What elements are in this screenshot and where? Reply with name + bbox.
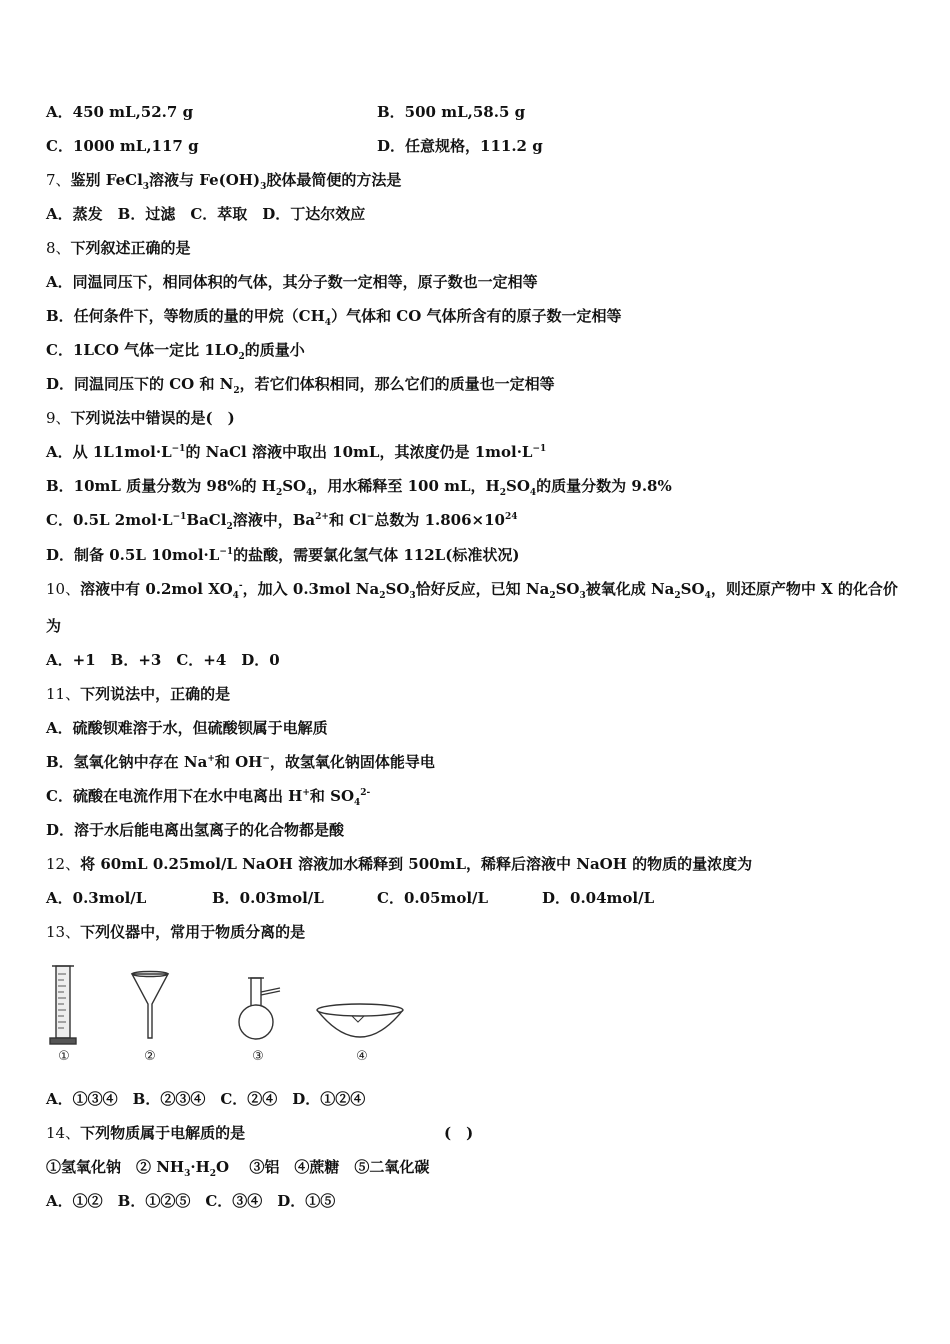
q13-options: A．①③④ B．②③④ C．②④ D．①②④ bbox=[46, 1090, 366, 1108]
q6-option-b: B．500 mL,58.5 g bbox=[377, 103, 526, 121]
label-1: ① bbox=[58, 1049, 70, 1064]
q8-option-d: D．同温同压下的 CO 和 $N_2$，若它们体积相同，那么它们的质量也一定相等 bbox=[46, 375, 555, 396]
q14-stem: 14、下列物质属于电解质的是 bbox=[46, 1124, 246, 1142]
q9-stem: 9、下列说法中错误的是( ) bbox=[46, 409, 235, 427]
q9-option-c: C．0.5L $2mol\cdot L^{-1}BaCl_2$溶液中，$Ba^{2+}$和 Cl−总数为 $1.806\times 10^{24}$ bbox=[46, 511, 518, 532]
q8-option-b: B．任何条件下，等物质的量的甲烷$(CH_4)$气体和 CO 气体所含有的原子数一定相等 bbox=[46, 307, 622, 328]
q11-option-d: D．溶于水后能电离出氢离子的化合物都是酸 bbox=[46, 821, 345, 839]
funnel-icon bbox=[132, 972, 168, 1039]
q8-option-a: A．同温同压下，相同体积的气体，其分子数一定相等，原子数也一定相等 bbox=[46, 273, 538, 291]
q12-option-b: B．0.03mol/L bbox=[212, 889, 324, 907]
lab-apparatus-figure bbox=[40, 960, 420, 1070]
q14-answer-paren: ( ) bbox=[444, 1124, 474, 1142]
q12-option-c: C．0.05mol/L bbox=[377, 889, 489, 907]
q6-option-a: A．450 mL,52.7 g bbox=[46, 103, 194, 121]
q8-stem: 8、下列叙述正确的是 bbox=[46, 239, 191, 257]
q8-option-c: C．1LCO 气体一定比 $1LO_2$的质量小 bbox=[46, 341, 305, 362]
label-4: ④ bbox=[356, 1049, 368, 1064]
q10-options: A．+1 B．+3 C．+4 D．0 bbox=[46, 651, 280, 669]
q9-option-a: A．从 $1L1mol\cdot L^{-1}$的 NaCl 溶液中取出 10mL，其浓度仍是 $1mol\cdot L^{-1}$ bbox=[46, 443, 547, 461]
q14-items: ①氢氧化钠 ② $NH_3\cdot H_2O$ ③铝 ④蔗糖 ⑤二氧化碳 bbox=[46, 1158, 430, 1179]
q9-option-d: D．制备 0.5L $10mol\cdot L^{-1}$的盐酸，需要氯化氢气体 112L(标准状况) bbox=[46, 546, 520, 564]
q11-option-b: B．氢氧化钠中存在 Na+和 OH−，故氢氧化钠固体能导电 bbox=[46, 753, 435, 771]
q12-option-a: A．0.3mol/L bbox=[46, 889, 147, 907]
label-3: ③ bbox=[252, 1049, 264, 1064]
q9-option-b: B．10mL 质量分数为 98%的 $H_2SO_4$，用水稀释至 100 mL，$H_2SO_4$的质量分数为 9.8% bbox=[46, 477, 672, 498]
q12-option-d: D．0.04mol/L bbox=[542, 889, 655, 907]
q10-stem: 10、溶液中有 0.2mol $XO_4^-$，加入 0.3mol $Na_2SO_3$恰好反应，已知 $Na_2SO_3$被氧化成 $Na_2SO_4$，则还原产物中 X 的化合价 bbox=[46, 580, 898, 601]
q6-option-c: C．1000 mL,117 g bbox=[46, 137, 199, 155]
evaporating-dish-icon bbox=[317, 1004, 403, 1037]
graduated-cylinder-icon bbox=[50, 966, 76, 1044]
label-2: ② bbox=[144, 1049, 156, 1064]
q14-options: A．①② B．①②⑤ C．③④ D．①⑤ bbox=[46, 1192, 336, 1210]
q6-option-d: D．任意规格，111.2 g bbox=[377, 137, 543, 155]
distillation-flask-icon bbox=[239, 978, 280, 1039]
q13-stem: 13、下列仪器中，常用于物质分离的是 bbox=[46, 923, 306, 941]
q11-option-c: C．硫酸在电流作用下在水中电离出 H+和 $SO_4^{2-}$ bbox=[46, 787, 371, 808]
q10-stem-wrap: 为 bbox=[46, 617, 62, 635]
q7-options: A．蒸发 B．过滤 C．萃取 D．丁达尔效应 bbox=[46, 205, 366, 223]
q7-stem: 7、鉴别 FeCl$_3$溶液与 $Fe(OH)_3$胶体最简便的方法是 bbox=[46, 171, 402, 192]
q12-stem: 12、将 60mL 0.25mol/L NaOH 溶液加水稀释到 500mL，稀释后溶液中 NaOH 的物质的量浓度为 bbox=[46, 855, 753, 873]
q11-option-a: A．硫酸钡难溶于水，但硫酸钡属于电解质 bbox=[46, 719, 328, 737]
q11-stem: 11、下列说法中，正确的是 bbox=[46, 685, 231, 703]
